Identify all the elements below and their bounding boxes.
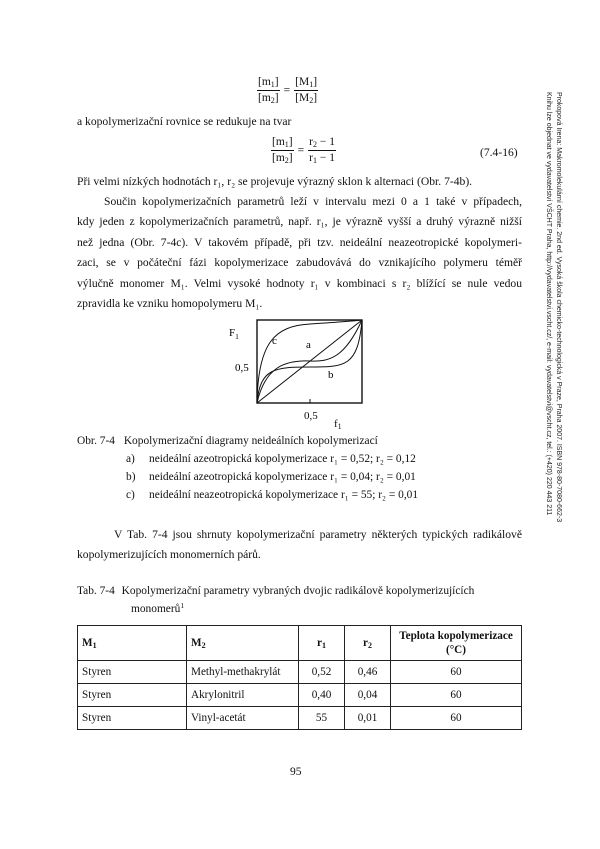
curve-label-b: b bbox=[328, 369, 334, 381]
equation-7-4-16: $\frac{[m_1]}{[m_2]}$ = $\frac{r_2 - 1}{r_1 - 1}$ bbox=[272, 136, 335, 165]
equation-top: $\frac{[m_1]}{[m_2]}$ = $\frac{[M_1]}{[M_2]}$ bbox=[258, 76, 318, 105]
table-caption bbox=[77, 582, 474, 600]
y-tick-label: 0,5 bbox=[235, 362, 249, 374]
cell-r1: 55 bbox=[299, 707, 345, 730]
table-row bbox=[78, 661, 522, 684]
paragraph-1: Při velmi nízkých hodnotách r₁, r₂ se projevuje výrazný sklon k alternaci (Obr. 7-4b). bbox=[77, 175, 473, 188]
paragraph-2 bbox=[77, 192, 522, 314]
cell-m1: Styren bbox=[78, 707, 187, 730]
paragraph-2-line: kdy jeden z kopolymerizačních parametrů, např. r₁, je výrazně vyšší a druhý výrazně nižší bbox=[77, 215, 522, 229]
table-title-line-2: monomerů$^1$ bbox=[131, 601, 185, 615]
table-header-row bbox=[78, 626, 522, 661]
header-r2: $r_2$ bbox=[345, 626, 391, 661]
cell-m1: Styren bbox=[78, 684, 187, 707]
table-title-line-1: Kopolymerizační parametry vybraných dvojic radikálově kopolymerizujících bbox=[121, 585, 475, 597]
caption-item: a) neideální azeotropická kopolymerizace r₁ = 0,52; r₂ = 0,12 bbox=[126, 453, 416, 465]
cell-r2: 0,04 bbox=[345, 684, 391, 707]
caption-item: b) neideální azeotropická kopolymerizace r₁ = 0,04; r₂ = 0,01 bbox=[126, 471, 416, 483]
cell-temperature: 60 bbox=[391, 684, 522, 707]
side-note-line-1: Prokopová Irena: Makromolekulární chemie. 2nd ed. Vysoká škola chemicko-technologická v Praze, Praha 2007. ISBN 978-80-7080-662-3 bbox=[555, 92, 562, 523]
cell-m2: Methyl-methakrylát bbox=[187, 661, 299, 684]
curve-label-a: a bbox=[306, 339, 311, 351]
x-axis-label: $f_1$ bbox=[334, 418, 342, 431]
paragraph-2-line: Součin kopolymerizačních parametrů leží v intervalu mezi 0 a 1 také v případech, bbox=[104, 195, 522, 208]
cell-r2: 0,46 bbox=[345, 661, 391, 684]
cell-r1: 0,52 bbox=[299, 661, 345, 684]
figure-title: Kopolymerizační diagramy neideálních kopolymerizací bbox=[123, 435, 378, 447]
figure-caption-items bbox=[126, 450, 418, 504]
cell-r2: 0,01 bbox=[345, 707, 391, 730]
caption-item: c) neideální neazeotropická kopolymerizace r₁ = 55; r₂ = 0,01 bbox=[126, 489, 419, 501]
paragraph-3 bbox=[77, 525, 522, 566]
cell-temperature: 60 bbox=[391, 707, 522, 730]
cell-m1: Styren bbox=[78, 661, 187, 684]
copolymerization-table bbox=[77, 625, 522, 730]
paragraph-2-line: než jedna (Obr. 7-4c). V takovém případě, při tzv. neideální neazeotropické kopolymeri- bbox=[77, 235, 522, 249]
equation-number: (7.4-16) bbox=[480, 146, 518, 159]
side-note bbox=[544, 92, 563, 582]
table-row bbox=[78, 707, 522, 730]
figure-number: Obr. 7-4 bbox=[77, 435, 115, 447]
header-m1: $M_1$ bbox=[78, 626, 187, 661]
paragraph-2-line: zpravidla ke vzniku homopolymeru M₁. bbox=[77, 297, 263, 311]
x-tick-label: 0,5 bbox=[304, 410, 318, 422]
cell-m2: Akrylonitril bbox=[187, 684, 299, 707]
page-number: 95 bbox=[290, 766, 302, 778]
figure-caption bbox=[77, 432, 378, 450]
paragraph-2-line: zaci, se v počáteční fázi kopolymerizace zabudovává do vznikajícího polymeru téměř bbox=[77, 256, 522, 270]
paragraph-3-line: V Tab. 7-4 jsou shrnuty kopolymerizační parametry některých typických radikálově bbox=[114, 528, 522, 541]
header-m2: $M_2$ bbox=[187, 626, 299, 661]
table-number: Tab. 7-4 bbox=[77, 585, 115, 597]
cell-temperature: 60 bbox=[391, 661, 522, 684]
copolymerization-diagram bbox=[220, 312, 380, 412]
side-note-line-2: Knihu lze objednat ve vydavatelství VŠCHT Praha, http://vydavatelstvi.vscht.cz/, e-mail: vydavatelstvi@vscht.cz, tel.: (+420) 220 443 211 bbox=[545, 92, 553, 516]
header-temperature: Teplota kopolymerizace (°C) bbox=[391, 626, 522, 661]
paragraph-2-line: výlučně monomer M₁. Velmi vysoké hodnoty r₁ v kombinaci s r₂ blížící se nule vedou bbox=[77, 276, 522, 290]
cell-r1: 0,40 bbox=[299, 684, 345, 707]
curve-label-c: c bbox=[272, 335, 277, 347]
table-row bbox=[78, 684, 522, 707]
y-axis-label: $F_1$ bbox=[229, 327, 239, 341]
header-r1: $r_1$ bbox=[299, 626, 345, 661]
paragraph-3-line: kopolymerizujících monomerních párů. bbox=[77, 548, 261, 562]
text-reduces: a kopolymerizační rovnice se redukuje na tvar bbox=[77, 115, 292, 128]
cell-m2: Vinyl-acetát bbox=[187, 707, 299, 730]
